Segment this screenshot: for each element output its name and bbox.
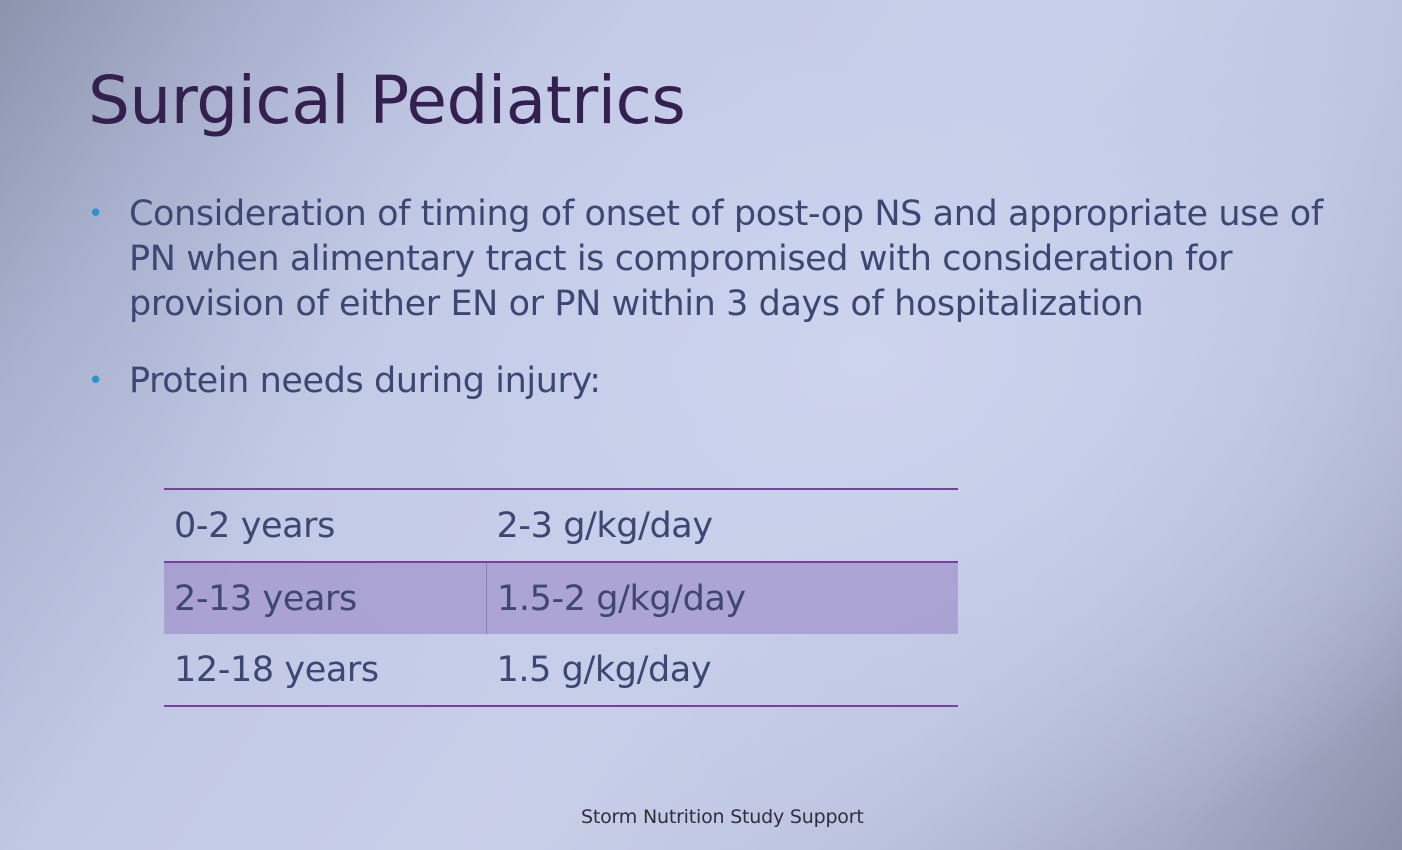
age-range-cell: 12-18 years (174, 649, 379, 690)
age-range-cell: 0-2 years (174, 505, 336, 546)
protein-need-cell: 1.5 g/kg/day (496, 649, 712, 690)
bullet-list (88, 192, 1358, 404)
protein-need-cell: 1.5-2 g/kg/day (487, 562, 959, 634)
table-row (164, 562, 958, 634)
bullet-text: Protein needs during injury: (129, 361, 601, 401)
slide-footer: Storm Nutrition Study Support (581, 806, 864, 828)
table-row (164, 489, 958, 562)
bullet-text: Consideration of timing of onset of post-op NS and appropriate use of PN when alimentary tract is compromised with consideration for provision of either EN or PN within 3 days of hospitalization (129, 194, 1323, 324)
age-range-cell: 2-13 years (164, 562, 487, 634)
protein-need-cell: 2-3 g/kg/day (496, 505, 713, 546)
bullet-dot-icon: • (88, 199, 103, 229)
slide-title: Surgical Pediatrics (88, 62, 686, 139)
protein-needs-table (164, 488, 958, 707)
bullet-item-protein (88, 359, 1358, 404)
bullet-dot-icon: • (88, 366, 103, 396)
table-row (164, 634, 958, 706)
bullet-item-timing (88, 192, 1358, 327)
